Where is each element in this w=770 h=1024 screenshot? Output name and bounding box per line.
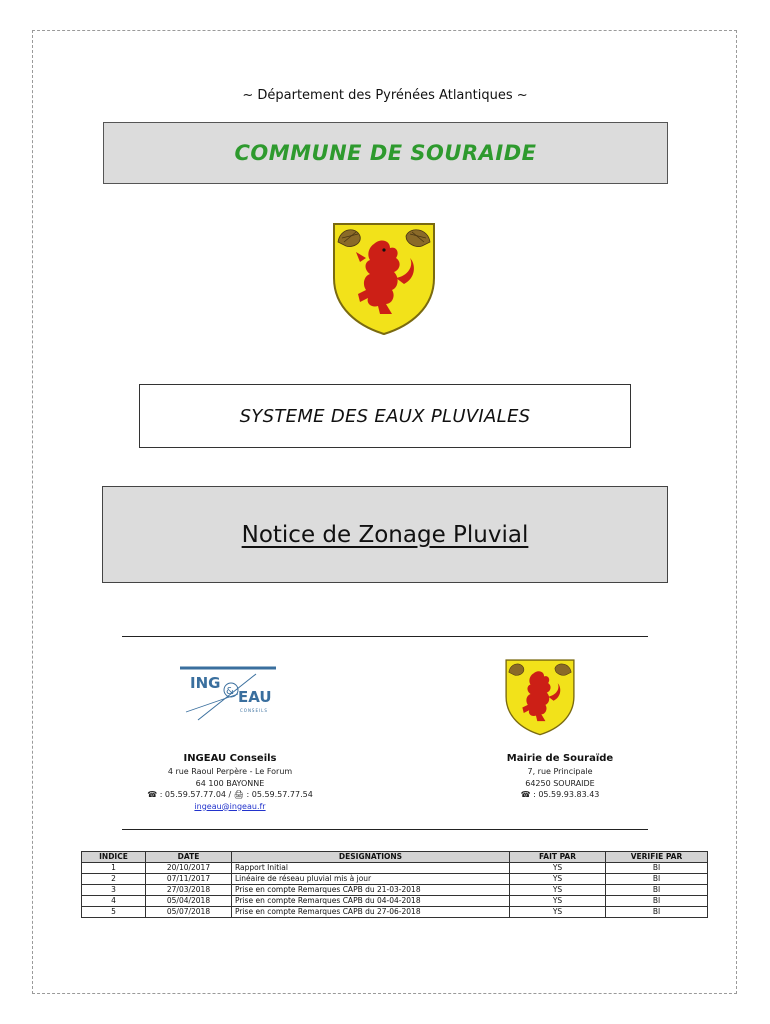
table-row bbox=[82, 896, 708, 907]
mairie-address: 7, rue Principale bbox=[527, 767, 593, 776]
table-cell: 4 bbox=[82, 896, 146, 907]
table-row bbox=[82, 907, 708, 918]
table-row bbox=[82, 863, 708, 874]
table-cell: 2 bbox=[82, 874, 146, 885]
table-cell: Linéaire de réseau pluvial mis à jour bbox=[232, 874, 510, 885]
table-row bbox=[82, 874, 708, 885]
table-cell: 05/07/2018 bbox=[146, 907, 232, 918]
mairie-phone: ☎ : 05.59.93.83.43 bbox=[520, 790, 600, 799]
ingeau-city: 64 100 BAYONNE bbox=[195, 778, 265, 788]
table-cell: 3 bbox=[82, 885, 146, 896]
revisions-table bbox=[81, 851, 708, 918]
ingeau-contact bbox=[130, 752, 330, 812]
svg-text:EAU: EAU bbox=[238, 688, 272, 706]
table-cell: BI bbox=[606, 885, 708, 896]
table-cell: 05/04/2018 bbox=[146, 896, 232, 907]
column-header: FAIT PAR bbox=[510, 852, 606, 863]
svg-text:CONSEILS: CONSEILS bbox=[240, 708, 268, 713]
commune-banner bbox=[103, 122, 668, 184]
notice-banner bbox=[102, 486, 668, 583]
table-cell: 5 bbox=[82, 907, 146, 918]
table-row bbox=[82, 885, 708, 896]
table-cell: BI bbox=[606, 874, 708, 885]
table-cell: BI bbox=[606, 863, 708, 874]
commune-title: COMMUNE DE SOURAIDE bbox=[234, 141, 537, 165]
column-header: VERIFIE PAR bbox=[606, 852, 708, 863]
column-header: DESIGNATIONS bbox=[232, 852, 510, 863]
divider-bottom bbox=[122, 829, 648, 830]
systeme-banner bbox=[139, 384, 631, 448]
table-cell: Prise en compte Remarques CAPB du 21-03-2018 bbox=[232, 885, 510, 896]
column-header: DATE bbox=[146, 852, 232, 863]
mairie-name: Mairie de Souraïde bbox=[506, 753, 614, 764]
mairie-contact bbox=[460, 752, 660, 801]
table-header-row bbox=[82, 852, 708, 863]
table-cell: YS bbox=[510, 907, 606, 918]
divider-top bbox=[122, 636, 648, 637]
table-cell: YS bbox=[510, 863, 606, 874]
table-cell: YS bbox=[510, 896, 606, 907]
department-subtitle: ~ Département des Pyrénées Atlantiques ~ bbox=[242, 88, 528, 103]
ingeau-address: 4 rue Raoul Perpère - Le Forum bbox=[167, 767, 293, 776]
column-header: INDICE bbox=[82, 852, 146, 863]
table-cell: Prise en compte Remarques CAPB du 04-04-2018 bbox=[232, 896, 510, 907]
table-cell: 1 bbox=[82, 863, 146, 874]
ingeau-email-link[interactable]: ingeau@ingeau.fr bbox=[194, 801, 266, 811]
ingeau-name: INGEAU Conseils bbox=[183, 753, 277, 764]
table-cell: Prise en compte Remarques CAPB du 27-06-2018 bbox=[232, 907, 510, 918]
coat-of-arms-icon bbox=[330, 218, 438, 336]
notice-title: Notice de Zonage Pluvial bbox=[241, 521, 529, 548]
table-cell: 07/11/2017 bbox=[146, 874, 232, 885]
table-cell: 20/10/2017 bbox=[146, 863, 232, 874]
svg-text:ING: ING bbox=[190, 674, 221, 692]
table-cell: BI bbox=[606, 896, 708, 907]
mairie-city: 64250 SOURAIDE bbox=[525, 778, 595, 788]
ingeau-logo-icon bbox=[178, 664, 278, 722]
coat-of-arms-icon bbox=[500, 656, 580, 736]
table-cell: 27/03/2018 bbox=[146, 885, 232, 896]
table-cell: YS bbox=[510, 874, 606, 885]
table-cell: YS bbox=[510, 885, 606, 896]
svg-text:&: & bbox=[226, 686, 234, 697]
table-cell: Rapport Initial bbox=[232, 863, 510, 874]
table-cell: BI bbox=[606, 907, 708, 918]
ingeau-phones: ☎ : 05.59.57.77.04 / 🖨 : 05.59.57.77.54 bbox=[147, 790, 313, 799]
systeme-title: SYSTEME DES EAUX PLUVIALES bbox=[239, 405, 531, 427]
